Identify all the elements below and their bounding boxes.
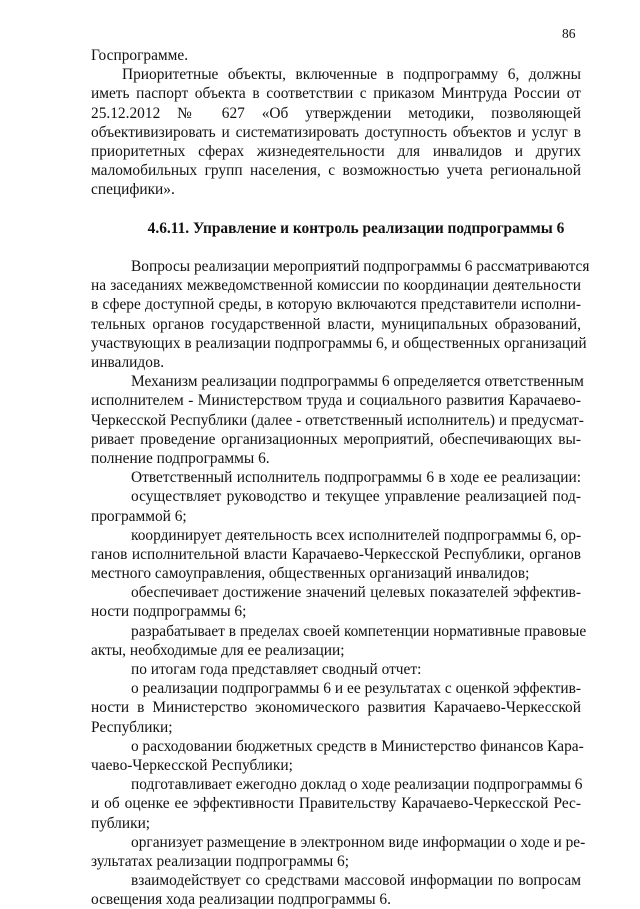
- text-line: тельных органов государственной власти, муниципальных образований,: [91, 315, 581, 333]
- text-line: исполнителем - Министерством труда и социального развития Карачаево-: [91, 392, 581, 410]
- text-line: Черкесской Республики (далее - ответственный исполнитель) и предусмат-: [91, 411, 584, 429]
- text-line: маломобильных групп населения, с возможностью учета региональной: [91, 162, 581, 180]
- text-line: Республики;: [91, 718, 173, 736]
- text-line: программой 6;: [91, 507, 187, 525]
- text-line: Механизм реализации подпрограммы 6 определяется ответственным: [131, 373, 584, 391]
- text-line: 25.12.2012 № 627 «Об утверждении методики, позволяющей: [91, 104, 581, 122]
- document-body: [91, 46, 590, 909]
- text-line: чаево-Черкесской Республики;: [91, 756, 293, 774]
- text-line: ности в Министерство экономического развития Карачаево-Черкесской: [91, 699, 581, 717]
- text-line: приоритетных сферах жизнедеятельности для инвалидов и других: [91, 142, 581, 160]
- text-line: специфики».: [91, 181, 175, 199]
- text-line: Госпрограмме.: [91, 47, 189, 64]
- text-line: Приоритетные объекты, включенные в подпрограмму 6, должны: [122, 66, 581, 84]
- text-line: о расходовании бюджетных средств в Министерство финансов Кара-: [131, 737, 584, 755]
- text-line: инвалидов.: [91, 354, 165, 371]
- text-line: иметь паспорт объекта в соответствии с приказом Минтруда России от: [91, 85, 581, 103]
- text-line: подготавливает ежегодно доклад о ходе реализации подпрограммы 6: [131, 776, 583, 794]
- text-line: в сфере доступной среды, в которую включаются представители исполни-: [91, 296, 581, 314]
- text-line: зультатах реализации подпрограммы 6;: [91, 852, 350, 870]
- text-line: полнение подпрограммы 6.: [91, 449, 270, 467]
- text-line: на заседаниях межведомственной комиссии по координации деятельности: [91, 277, 581, 295]
- text-line: Ответственный исполнитель подпрограммы 6 в ходе ее реализации:: [131, 469, 581, 487]
- text-line: акты, необходимые для ее реализации;: [91, 641, 345, 659]
- text-line: местного самоуправления, общественных организаций инвалидов;: [91, 565, 530, 583]
- text-line: разрабатывает в пределах своей компетенции нормативные правовые: [131, 622, 587, 640]
- text-line: ности подпрограммы 6;: [91, 603, 247, 621]
- text-line: объективизировать и систематизировать доступность объектов и услуг в: [91, 123, 581, 141]
- text-line: Вопросы реализации мероприятий подпрограммы 6 рассматриваются: [131, 258, 590, 276]
- section-heading: 4.6.11. Управление и контроль реализации подпрограммы 6: [147, 219, 565, 237]
- text-line: взаимодействует со средствами массовой информации по вопросам: [131, 872, 581, 890]
- text-line: публики;: [91, 814, 151, 832]
- text-line: по итогам года представляет сводный отчет:: [131, 661, 422, 678]
- text-line: участвующих в реализации подпрограммы 6, и общественных организаций: [91, 334, 587, 352]
- text-line: освещения хода реализации подпрограммы 6.: [91, 891, 391, 909]
- text-line: координирует деятельность всех исполнителей подпрограммы 6, ор-: [131, 526, 582, 544]
- text-line: организует размещение в электронном виде информации о ходе и ре-: [131, 833, 586, 851]
- text-line: ганов исполнительной власти Карачаево-Черкесской Республики, органов: [91, 545, 581, 563]
- text-line: о реализации подпрограммы 6 и ее результатах с оценкой эффектив-: [131, 680, 581, 698]
- text-line: осуществляет руководство и текущее управление реализацией под-: [131, 488, 581, 506]
- page-number: 86: [562, 26, 576, 41]
- text-line: ривает проведение организационных мероприятий, обеспечивающих вы-: [91, 430, 581, 448]
- text-line: и об оценке ее эффективности Правительству Карачаево-Черкесской Рес-: [91, 795, 581, 813]
- text-line: обеспечивает достижение значений целевых показателей эффектив-: [131, 584, 581, 602]
